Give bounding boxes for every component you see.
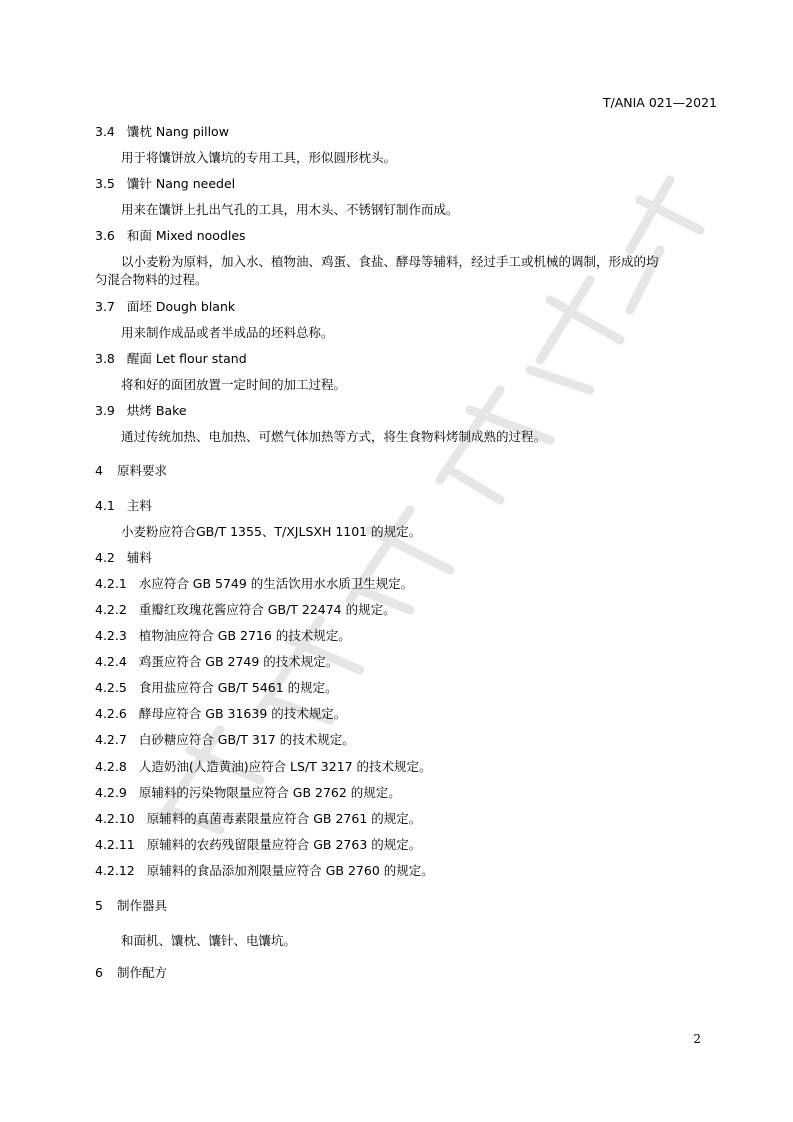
clause-heading [95, 835, 421, 853]
clause-heading [95, 809, 421, 827]
clause-title: 原辅料的农药残留限量应符合 GB 2763 的规定。 [146, 837, 422, 852]
clause-title: 制作配方 [116, 965, 167, 980]
paragraph-text: 用来在馕饼上扎出气孔的工具，用木头、不锈钢钉制作而成。 [121, 202, 459, 217]
clause-title: 和面 Mixed noodles [126, 228, 246, 243]
clause-heading [95, 297, 235, 315]
clause-number: 4.2 [95, 550, 115, 565]
clause-number: 3.4 [95, 124, 115, 139]
clause-number: 4.2.11 [95, 837, 135, 852]
clause-number: 6 [95, 965, 103, 980]
clause-number: 4 [95, 463, 103, 478]
clause-title: 馕枕 Nang pillow [126, 124, 229, 139]
clause-number: 3.9 [95, 403, 115, 418]
paragraph-text: 用于将馕饼放入馕坑的专用工具，形似圆形枕头。 [121, 150, 397, 165]
clause-number: 4.2.10 [95, 811, 135, 826]
clause-heading [95, 226, 246, 244]
clause-number: 4.2.3 [95, 628, 127, 643]
clause-title: 醒面 Let flour stand [126, 351, 247, 366]
clause-number: 3.6 [95, 228, 115, 243]
paragraph-text: 小麦粉应符合GB/T 1355、T/XJLSXH 1101 的规定。 [121, 524, 422, 539]
clause-heading [95, 401, 187, 419]
clause-title: 馕针 Nang needel [126, 176, 236, 191]
clause-title: 原辅料的污染物限量应符合 GB 2762 的规定。 [138, 785, 401, 800]
clause-heading [95, 548, 152, 566]
clause-number: 4.2.9 [95, 785, 127, 800]
clause-heading [95, 652, 338, 670]
clause-heading [95, 757, 432, 775]
clause-number: 4.2.12 [95, 863, 135, 878]
clause-title: 重瓣红玫瑰花酱应符合 GB/T 22474 的规定。 [138, 602, 396, 617]
clause-title: 原辅料的真菌毒素限量应符合 GB 2761 的规定。 [146, 811, 422, 826]
document-code: T/ANIA 021—2021 [602, 95, 717, 110]
clause-title: 面坯 Dough blank [126, 299, 236, 314]
clause-heading [95, 861, 434, 879]
clause-title: 水应符合 GB 5749 的生活饮用水水质卫生规定。 [138, 576, 414, 591]
clause-title: 食用盐应符合 GB/T 5461 的规定。 [138, 680, 338, 695]
clause-number: 3.5 [95, 176, 115, 191]
clause-title: 辅料 [126, 550, 152, 565]
paragraph-text: 将和好的面团放置一定时间的加工过程。 [121, 377, 347, 392]
clause-number: 4.2.7 [95, 732, 127, 747]
clause-title: 烘烤 Bake [126, 403, 187, 418]
paragraph-text: 匀混合物料的过程。 [95, 272, 208, 287]
clause-heading [95, 678, 338, 696]
clause-heading [95, 122, 229, 140]
clause-number: 4.2.1 [95, 576, 127, 591]
clause-number: 4.2.5 [95, 680, 127, 695]
clause-title: 原辅料的食品添加剂限量应符合 GB 2760 的规定。 [146, 863, 434, 878]
clause-heading [95, 349, 247, 367]
clause-number: 4.1 [95, 498, 115, 513]
clause-title: 酵母应符合 GB 31639 的技术规定。 [138, 706, 347, 721]
clause-title: 原料要求 [116, 463, 167, 478]
section-heading [95, 461, 167, 479]
clause-heading [95, 174, 235, 192]
paragraph-text: 用来制作成品或者半成品的坯料总称。 [121, 325, 334, 340]
section-heading [95, 896, 167, 914]
clause-heading [95, 783, 401, 801]
clause-number: 4.2.4 [95, 654, 127, 669]
clause-number: 3.7 [95, 299, 115, 314]
paragraph-text: 通过传统加热、电加热、可燃气体加热等方式，将生食物料烤制成熟的过程。 [121, 429, 547, 444]
clause-number: 5 [95, 898, 103, 913]
clause-title: 植物油应符合 GB 2716 的技术规定。 [138, 628, 351, 643]
clause-number: 3.8 [95, 351, 115, 366]
clause-title: 白砂糖应符合 GB/T 317 的技术规定。 [138, 732, 355, 747]
paragraph-text: 以小麦粉为原料，加入水、植物油、鸡蛋、食盐、酵母等辅料，经过手工或机械的调制，形成的均 [121, 254, 659, 269]
clause-heading [95, 600, 396, 618]
clause-number: 4.2.8 [95, 759, 127, 774]
clause-heading [95, 704, 346, 722]
paragraph-text: 和面机、馕枕、馕针、电馕坑。 [121, 933, 297, 948]
page-number: 2 [693, 1032, 701, 1046]
section-heading [95, 963, 167, 981]
clause-title: 主料 [126, 498, 152, 513]
clause-number: 4.2.6 [95, 706, 127, 721]
clause-title: 制作器具 [116, 898, 167, 913]
clause-title: 人造奶油(人造黄油)应符合 LS/T 3217 的技术规定。 [138, 759, 432, 774]
clause-title: 鸡蛋应符合 GB 2749 的技术规定。 [138, 654, 339, 669]
clause-heading [95, 626, 351, 644]
clause-heading [95, 730, 355, 748]
clause-heading [95, 574, 413, 592]
clause-heading [95, 496, 152, 514]
clause-number: 4.2.2 [95, 602, 127, 617]
